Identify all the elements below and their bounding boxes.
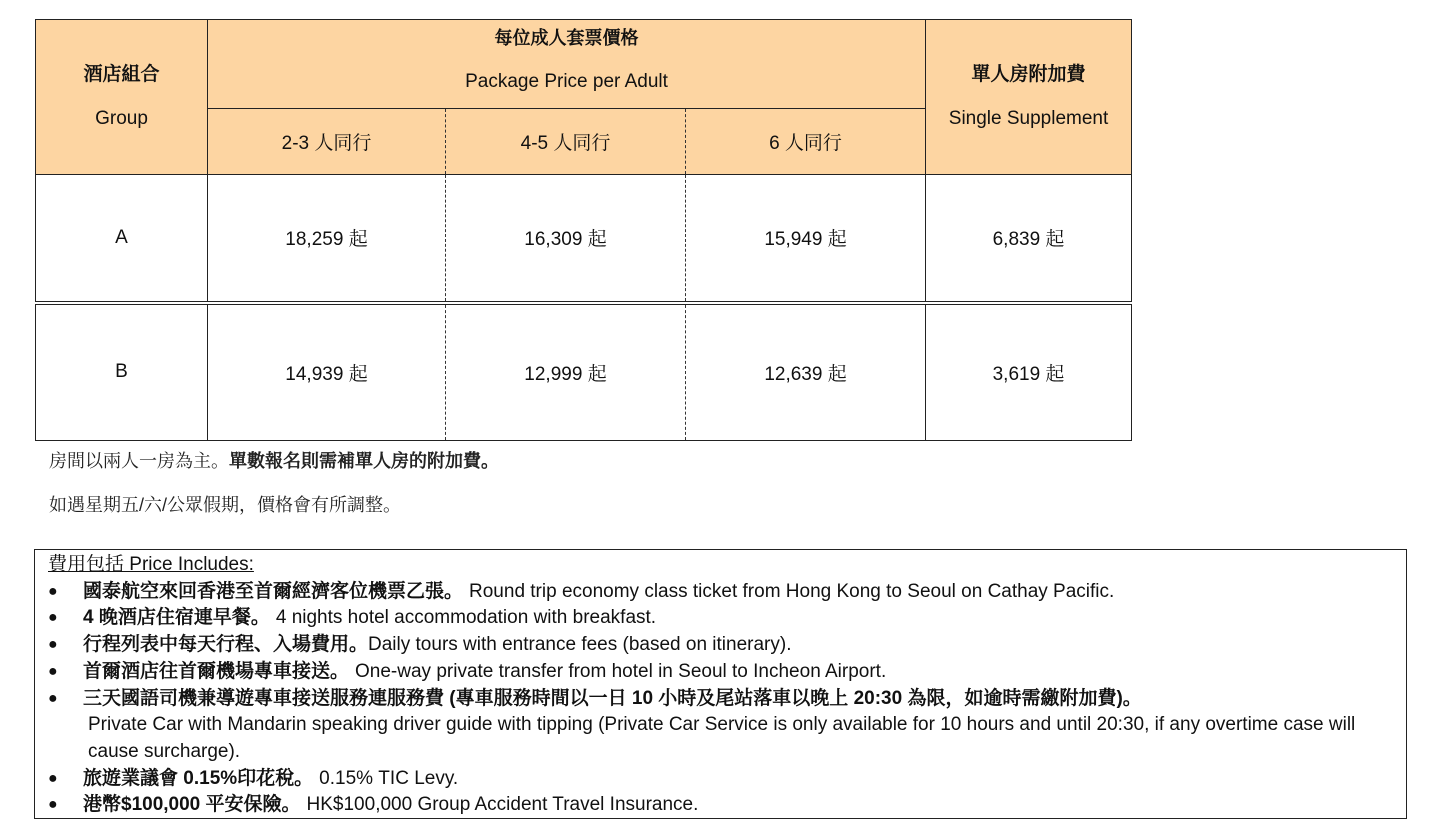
item-zh: 三天國語司機兼導遊專車接送服務連服務費 (專車服務時間以一日 10 小時及尾站落車以晚上 20:30 為限，如逾時需繳附加費)。 — [83, 687, 1142, 709]
item-zh: 國泰航空來回香港至首爾經濟客位機票乙張。 — [83, 580, 464, 602]
price-cell: 14,939 起 — [208, 303, 446, 441]
price-table — [35, 19, 1132, 441]
item-en: One-way private transfer from hotel in Seoul to Incheon Airport. — [355, 660, 887, 682]
price-includes-list — [48, 579, 1394, 819]
price-cell: 18,259 起 — [208, 175, 446, 303]
list-item — [48, 792, 1394, 819]
bullet-icon: ● — [48, 689, 58, 707]
bullet-icon: ● — [48, 769, 58, 787]
group-header-zh: 酒店組合 — [83, 64, 160, 85]
price-cell: 15,949 起 — [686, 175, 926, 303]
item-zh: 行程列表中每天行程、入場費用。 — [83, 634, 369, 656]
item-zh: 港幣$100,000 平安保險。 — [83, 794, 301, 816]
room-note-bold: 單數報名則需補單人房的附加費。 — [229, 451, 499, 471]
group-header — [36, 20, 208, 175]
bullet-icon: ● — [48, 796, 58, 814]
list-item — [48, 686, 1394, 766]
room-note — [49, 447, 499, 473]
group-cell: B — [36, 303, 208, 441]
item-en: Private Car with Mandarin speaking driver guide with tipping (Private Car Service is only available for 10 hours and until 20:30, if any overtime case will cause surcharge). — [88, 714, 1356, 762]
price-cell: 12,639 起 — [686, 303, 926, 441]
bullet-icon: ● — [48, 662, 58, 680]
bullet-icon: ● — [48, 636, 58, 654]
supplement-header-en: Single Supplement — [948, 108, 1109, 129]
col-header-4-5: 4-5 人同行 — [446, 109, 686, 175]
price-header — [208, 20, 926, 109]
list-item — [48, 766, 1394, 793]
item-en: 4 nights hotel accommodation with breakfast. — [275, 607, 657, 629]
group-header-en: Group — [95, 108, 148, 129]
group-cell: A — [36, 175, 208, 303]
price-header-zh: 每位成人套票價格 — [494, 28, 639, 48]
supplement-header — [926, 20, 1132, 175]
price-header-en: Package Price per Adult — [465, 71, 668, 92]
item-en: 0.15% TIC Levy. — [319, 767, 459, 789]
room-note-plain: 房間以兩人一房為主。 — [49, 451, 229, 471]
item-zh: 首爾酒店往首爾機場專車接送。 — [83, 660, 350, 682]
price-cell: 12,999 起 — [446, 303, 686, 441]
supplement-header-zh: 單人房附加費 — [971, 64, 1086, 85]
item-en: Round trip economy class ticket from Hong Kong to Seoul on Cathay Pacific. — [469, 580, 1115, 602]
item-zh: 旅遊業議會 0.15%印花稅。 — [83, 767, 314, 789]
bullet-icon: ● — [48, 609, 58, 627]
item-en: Daily tours with entrance fees (based on itinerary). — [368, 634, 792, 656]
list-item — [48, 605, 1394, 632]
price-cell: 16,309 起 — [446, 175, 686, 303]
bullet-icon: ● — [48, 582, 58, 600]
holiday-note: 如遇星期五/六/公眾假期，價格會有所調整。 — [49, 495, 401, 515]
table-row — [36, 175, 1132, 303]
list-item — [48, 579, 1394, 606]
price-includes-box — [34, 549, 1407, 819]
item-zh: 4 晚酒店住宿連早餐。 — [83, 607, 270, 629]
supplement-cell: 3,619 起 — [926, 303, 1132, 441]
list-item — [48, 659, 1394, 686]
table-row — [36, 303, 1132, 441]
supplement-cell: 6,839 起 — [926, 175, 1132, 303]
price-includes-title: 費用包括 Price Includes: — [48, 554, 254, 575]
col-header-6: 6 人同行 — [686, 109, 926, 175]
col-header-2-3: 2-3 人同行 — [208, 109, 446, 175]
list-item — [48, 632, 1394, 659]
item-en: HK$100,000 Group Accident Travel Insurance. — [306, 794, 699, 816]
